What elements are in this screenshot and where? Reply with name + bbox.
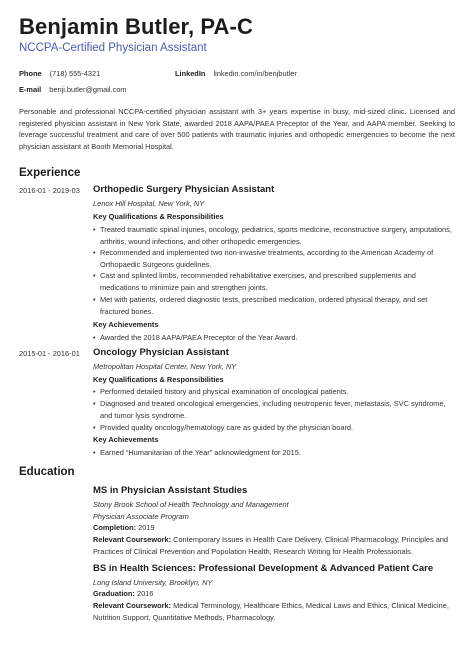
achievements-heading: Key Achievements (93, 320, 159, 329)
completion-line (93, 522, 457, 534)
job-title: Orthopedic Surgery Physician Assistant (93, 184, 275, 195)
list-item: • Provided quality oncology/hematology care as guided by the physician board. (93, 423, 354, 432)
list-item: • Performed detailed history and physical examination of oncological patients. (93, 387, 349, 396)
list-item: • Diagnosed and treated oncological emergencies, including neutropenic fever, metastasis, SVC syndrome, and tumor lysis syndrome. (93, 399, 446, 420)
education-heading: Education (19, 466, 75, 478)
job-dates: 2016-01 - 2019-03 (19, 186, 80, 195)
resume-subtitle: NCCPA-Certified Physician Assistant (19, 42, 207, 54)
list-item-text: Earned “Humanitarian of the Year” acknowledgment for 2015. (100, 448, 301, 457)
experience-heading: Experience (19, 167, 81, 179)
list-item: • Treated traumatic spinal injuries, oncology, pediatrics, sports medicine, reconstructive surgery, amputations, arthritis, wound infections, and other orthopedic emergencies. (93, 225, 452, 246)
list-item: • Recommended and implemented two non-invasive treatments, according to the American Academy of Orthopaedic Surgeons guidelines. (93, 248, 434, 269)
contact-phone (19, 69, 100, 78)
qualifications-heading: Key Qualifications & Responsibilities (93, 375, 224, 384)
linkedin-value[interactable]: linkedin.com/in/benjbutler (213, 69, 297, 78)
contact-linkedin (175, 69, 297, 78)
degree-title: BS in Health Sciences: Professional Development & Advanced Patient Care (93, 563, 434, 574)
list-item-text: Recommended and implemented two non-invasive treatments, according to the American Academy of Orthopaedic Surgeons guidelines. (100, 248, 434, 269)
completion-label: Completion: (93, 523, 137, 532)
coursework-label: Relevant Coursework: (93, 535, 172, 544)
graduation-label: Graduation: (93, 589, 135, 598)
phone-value: (718) 555-4321 (49, 69, 101, 78)
job-organization: Metropolitan Hospital Center, New York, NY (93, 362, 237, 371)
summary-paragraph: Personable and professional NCCPA-certified physician assistant with 3+ years expertise in busy, mid-sized clinic. Licensed and registered physician assistant in New York State, awarded 2018 AAPA/PAEA Preceptor of the Year, and AAPA member. Seeking to leverage successful treatment and care of over 500 patients with traumatic injuries and orthopedic emergencies to become the next physician assistant at Booth Memorial Hospital. (19, 107, 455, 151)
school-name: Stony Brook School of Health Technology and Management (93, 500, 289, 509)
list-item-text: Awarded the 2018 AAPA/PAEA Preceptor of the Year Award. (100, 333, 298, 342)
list-item: • Met with patients, ordered diagnostic tests, prescribed medication, ordered physical therapy, and set fractured bones. (93, 295, 428, 316)
job-dates: 2015-01 - 2016-01 (19, 349, 80, 358)
coursework-value: Medical Terminology, Healthcare Ethics, Medical Laws and Ethics, Clinical Medicine, Nutrition Support, Quantitative Methods, Pharmacology. (93, 601, 449, 622)
job-organization: Lenox Hill Hospital, New York, NY (93, 199, 205, 208)
job-title: Oncology Physician Assistant (93, 347, 229, 358)
list-item-text: Met with patients, ordered diagnostic tests, prescribed medication, ordered physical therapy, and set fractured bones. (100, 295, 428, 316)
school-name: Long Island University, Brooklyn, NY (93, 578, 213, 587)
list-item: • Awarded the 2018 AAPA/PAEA Preceptor of the Year Award. (93, 333, 298, 342)
resume-name: Benjamin Butler, PA-C (19, 14, 253, 39)
completion-value: 2019 (138, 523, 155, 532)
degree-title: MS in Physician Assistant Studies (93, 485, 248, 496)
coursework-value: Contemporary Issues in Health Care Delivery, Clinical Pharmacology, Principles and Practices of Clinical Prevention and Population Health, Research Writing for Health Professionals. (93, 535, 449, 556)
list-item-text: Cast and splinted limbs, recommended rehabilitative exercises, and prescribed supplements and medications to minimize pain and strengthen joints. (100, 271, 416, 292)
list-item-text: Provided quality oncology/hematology care as guided by the physician board. (100, 423, 354, 432)
coursework-line (93, 534, 457, 557)
achievements-heading: Key Achievements (93, 435, 159, 444)
phone-label: Phone (19, 69, 42, 78)
email-value[interactable]: benji.butler@gmail.com (49, 85, 127, 94)
linkedin-label: LinkedIn (175, 69, 206, 78)
coursework-line (93, 600, 457, 623)
list-item-text: Diagnosed and treated oncological emergencies, including neutropenic fever, metastasis, SVC syndrome, and tumor lysis syndrome. (100, 399, 446, 420)
list-item-text: Treated traumatic spinal injuries, oncology, pediatrics, sports medicine, reconstructive surgery, amputations, arthritis, wound infections, and other orthopedic emergencies. (100, 225, 452, 246)
graduation-line (93, 588, 457, 600)
graduation-value: 2016 (136, 589, 154, 598)
list-item-text: Performed detailed history and physical examination of oncological patients. (100, 387, 349, 396)
list-item: • Cast and splinted limbs, recommended rehabilitative exercises, and prescribed supplements and medications to minimize pain and strengthen joints. (93, 271, 416, 292)
program-name: Physician Associate Program (93, 512, 189, 521)
email-label: E-mail (19, 85, 42, 94)
list-item: • Earned “Humanitarian of the Year” acknowledgment for 2015. (93, 448, 301, 457)
contact-email (19, 85, 127, 94)
qualifications-heading: Key Qualifications & Responsibilities (93, 212, 224, 221)
coursework-label: Relevant Coursework: (93, 601, 172, 610)
